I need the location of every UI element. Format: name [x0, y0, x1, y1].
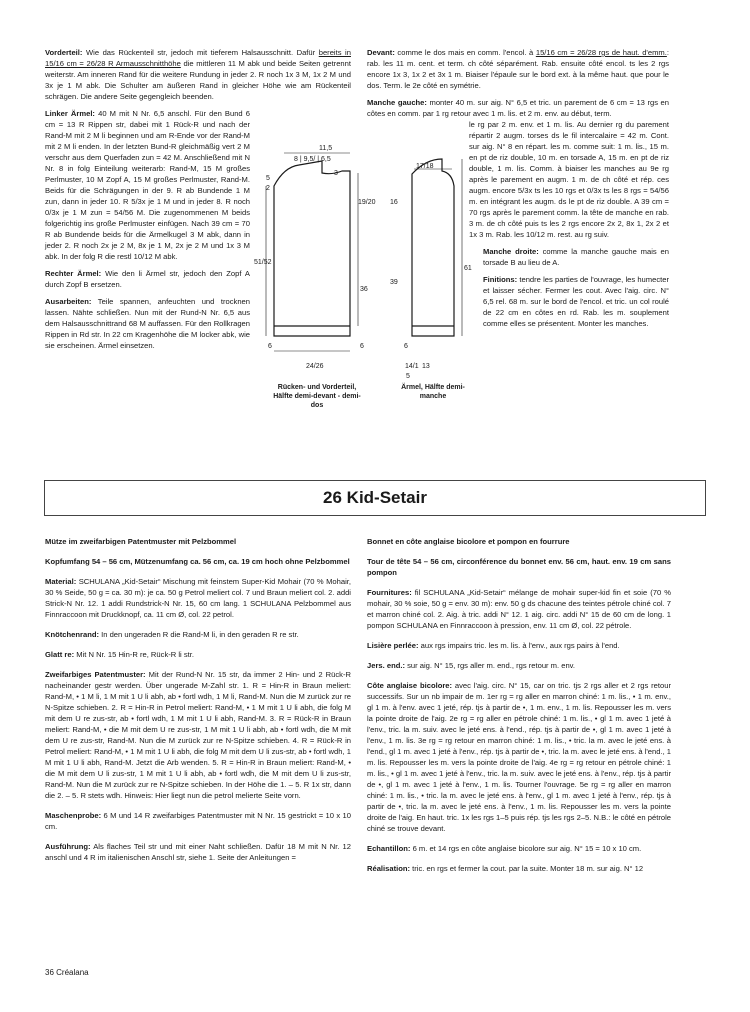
right-bottom-column: [367, 536, 671, 883]
manche-gauche-continued: le rg par 2 m. env. et 1 m. lis. Au dernier rg du parement répartir 2 augm. torses ds le fil intercalaire = 42 m. Cont. sur aig. N° 8 en répart. les m. comme suit: 1 m. lis., 15 m. en pt de riz double, 10 m. en torsade A, 15 m. en pt de riz double, 1 m. lis. Comm. à biaiser les manches au 9e rg après le parement en augm. 1 m. de ch côté et rép. ces augm. encore 5/3x ts les 10 rgs et 0/3x ts les 8 rgs = 54/56 m. en intégrant les augm. ds le pt de riz double. A 39 cm = 70 rgs après le parement comm. la tête de manche en rab. 3 m. de ch côté puis ts les 2 rgs encore 2x 2, 8x 1, 2x 2 et 1x 3 m. Rab. les 10/12 m. rest. au rg suiv.: [469, 120, 669, 239]
devant-paragraph: Devant: comme le dos mais en comm. l'encol. à 15/16 cm = 26/28 rgs de haut. d'emm.: rab. les 11 m. cent. et term. ch côté séparément. Rab. ensuite côté encol. ts les 2 rgs encore 1x 3, 1x 2 et 3x 1 m. Biaiser l'épaule sur le bord ext. à la même haut. que pour le dos. Term. le 2e côté en symétrie.: [367, 48, 669, 90]
section-title-box: [44, 480, 706, 516]
dim-neck-depth: 3: [334, 170, 338, 177]
maschenprobe-paragraph: Maschenprobe: 6 M und 14 R zweifarbiges Patentmuster mit N Nr. 15 gestrickt = 10 x 10 cm.: [45, 811, 351, 831]
rechter-aermel-paragraph: Rechter Ärmel: Wie den li Ärmel str, jedoch den Zopf A durch Zopf B ersetzen.: [45, 269, 250, 289]
finitions-paragraph: Finitions: tendre les parties de l'ouvrage, les humecter et laisser sécher. Fermer les cout. Avec l'aig. circ. N° 6,5 rel. 68 m. sur le bord de l'encol. et tric. un col roulé de 22 cm en côtes en rd. Rab. les m. souplement comme elles se présentent. Monter les manches.: [483, 275, 669, 328]
dim-sleeve-length: 39: [390, 279, 398, 286]
cote-anglaise-paragraph: Côte anglaise bicolore: avec l'aig. circ. N° 15, car on tric. tjs 2 rgs aller et 2 rgs retour successifs. Sur un nb impair de m. 1er rg = rg aller en marron chiné: 1 m. lis., • 1 m. env., gl 1 m. à l'env. avec 1 jeté, rép. tjs à partir de •, 1 m. env., 1 m. lis. Repousser les m. vers la pointe droite de l'aig. 2e rg = rg aller en pétrole chiné: 1 m. lis., • gl 1 m. avec 1 jeté à l'env., tric. la m. suiv. avec le jeté ens. à l'end., rép. tjs à partir de •, gl 1 m. avec 1 jeté à l'env., 1 m. lis. 3e rg = rg retour en marron chiné: 1 m. lis., • tric. la m. avec le jeté ens. à l'end., gl 1 m. avec 1 jeté à l'env., rép. tjs à partir de •, tric. la m. avec le jeté ens. à l'end., 1 m. lis. Repousser les m. vers la pointe droite de l'aig. 4e rg = rg retour en pétrole chiné: 1 m. lis., • gl 1 m. avec 1 jeté à l'env., tric. la m. suiv. avec le jeté ens. à l'env., rép. tjs à partir de •, gl 1 m. avec 1 jeté à l'env., 1 m. lis. Tourner l'ouvrage. 5e rg = rg aller en marron chiné: 1 m. lis., • tric. la m. avec le jeté ens. à l'env., gl 1 m. avec 1 jeté à l'env., rép. tjs à partir de •, tric. la m. avec le jeté ens. à l'env., 1 m. lis. Repousser les m. vers la pointe droite de l'aig. En haut. tric. 1x les rgs 1–5 puis rép. tjs les rgs 2–5. N.B.: le côté en pétrole chiné se trouve devant.: [367, 681, 672, 833]
dim-rib-left: 6: [268, 343, 272, 350]
body-caption: Rücken- und Vorderteil, Hälfte demi-devant - demi-dos: [273, 384, 361, 409]
dim-sleeve-rib: 6: [404, 343, 408, 350]
dim-total-height: 51/52: [254, 259, 272, 266]
dim-sleeve-total: 61: [464, 265, 472, 272]
jersey-paragraph: Jers. end.: sur aig. N° 15, rgs aller m. end., rgs retour m. env.: [367, 661, 576, 670]
dim-top-width: 11,5: [319, 145, 333, 152]
de-heading: Mütze im zweifarbigen Patentmuster mit Pelzbommel: [45, 537, 237, 546]
dim-rib-right: 6: [360, 343, 364, 350]
manche-gauche-paragraph: Manche gauche: monter 40 m. sur aig. N° 6,5 et tric. un parement de 6 cm = 13 rgs en côtes en comm. par 1 rg retour avec 1 m. lis. et 2 m. env. au début, term.: [367, 98, 669, 118]
dim-armhole: 19/20: [358, 199, 376, 206]
manche-droite-paragraph: Manche droite: comme la manche gauche mais en torsade B au lieu de A.: [483, 247, 669, 267]
fr-size-heading: Tour de tête 54 – 56 cm, circonférence du bonnet env. 56 cm, haut. env. 19 cm sans pompon: [367, 557, 671, 577]
dim-sleeve-bottom: 14/1: [405, 363, 419, 370]
de-size-heading: Kopfumfang 54 – 56 cm, Mützenumfang ca. 56 cm, ca. 19 cm hoch ohne Pelzbommel: [45, 557, 350, 566]
left-bottom-column: [45, 536, 351, 872]
linker-aermel-paragraph: Linker Ärmel: 40 M mit N Nr. 6,5 anschl. Für den Bund 6 cm = 13 R Rippen str, dabei mit 1 Rück-R und nach der Rand-M mit 2 M li beginnen und am R-Ende vor der Rand-M mit 2 M li enden. In der letzten Bund-R gleichmäßig vert 2 M verschr aus dem Querfaden zun = 42 M. Anschließend mit N Nr. 8 in folg Einteilung weiterarb: Rand-M, 15 M großes Perlmuster, 10 M Zopf A, 15 M großes Perlmuster, Rand-M. Beids für die Schrägungen in der 9. R ab Bundende 1 M zun, dann in jeder 10. R 5/3x je 1 M und in jeder 8. R noch 0/3x je 1 M zun = 54/56 M. Die zugenommenen M beids folgerichtig ins große Perlmuster einfügen. Nach 39 cm = 70 R ab Bundende beids für die Ärmelkugel 3 M abk, dann in jeder 2. R noch 2x je 2 M, 8x je 1 M, 2x je 2 M und 1x 3 M abk. In der folg R die restl 10/12 M abk.: [45, 109, 250, 261]
dim-sleeve-bottom-2: 13: [422, 363, 430, 370]
ausarbeiten-paragraph: Ausarbeiten: Teile spannen, anfeuchten und trocknen lassen. Nähte schließen. Nun mit der Rund-N Nr. 6,5 aus dem Halsausschnittrand 68 M auffassen. Für den Rollkragen Rippen in Rd str. In 22 cm Kragenhöhe die M locker abk, wie sie erscheinen. Ärmel einsetzen.: [45, 297, 250, 350]
dim-sleeve-top: 17/18: [416, 163, 434, 170]
dim-sleeve-cap: 16: [390, 199, 398, 206]
page-footer: 36 Créalana: [45, 968, 89, 977]
echantillon-paragraph: Echantillon: 6 m. et 14 rgs en côte anglaise bicolore sur aig. N° 15 = 10 x 10 cm.: [367, 844, 642, 853]
schematic-svg: [254, 141, 480, 421]
pattern-diagram: [254, 141, 480, 421]
dim-bottom-width: 24/26: [306, 363, 324, 370]
dim-sleeve-bottom-3: 5: [406, 373, 410, 380]
fournitures-paragraph: Fournitures: fil SCHULANA „Kid-Setair“ mélange de mohair super-kid fin et soie (70 % mohair, 30 % soie, 50 g = env. 30 m): env. 50 g ds chacune des teintes pétrole chiné col. 7 et marron chiné col. 2. Aig. à tric. addi N° 12. 1 aig. circ. addi N° 15 de 60 cm de long. 1 pompon SCHULANA en Finnraccoon à pression, env. 11 cm Ø, col. 22 pétrole.: [367, 588, 671, 630]
dim-shoulder-small: 5: [266, 175, 270, 182]
dim-top-split: 8 | 9,5/ | 6,5: [294, 156, 331, 163]
lisiere-paragraph: Lisière perlée: aux rgs impairs tric. les m. lis. à l'env., aux rgs pairs à l'end.: [367, 641, 620, 650]
dim-side-length: 36: [360, 286, 368, 293]
patentmuster-paragraph: Zweifarbiges Patentmuster: Mit der Rund-N Nr. 15 str, da immer 2 Hin- und 2 Rück-R nacheinander gestr werden. Über ungerade M-Zahl str. 1. R = Hin-R in Braun meliert: Rand-M, • 1 M li, 1 M mit 1 U li abh, ab • fortl wdh, 1 M li, Rand-M. Nun die M zurück zur re N-Spitze schieben. 2. R = Hin-R in Petrol meliert: Rand-M, • 1 M mit 1 U li abh, die folg M mit dem U re zus-str, ab • fortl wdh, 1 M mit 1 U li abh, Rand-M. 3. R = Rück-R in Braun meliert: Rand-M, • die M mit dem U re zus-str, 1 M mit 1 U li abh, ab • fortl wdh, die M mit dem U re zus-str, Rand-M. Nun die M zurück zur re N-Spitze schieben. 4. R = Rück-R in Petrol meliert: Rand-M, • 1 M mit 1 U li abh, die folg M mit dem U li zus-str, ab • fortl wdh, 1 M mit 1 U li abh, Rand-M. Jetzt die Arb wenden. 5. R = Hin-R in Braun meliert: Rand-M, • die M mit dem U li zus-str, 1 M mit 1 U li abh, ab • fortl wdh, die M mit dem U li zus-str, Rand-M. Nun die M zurück zur re N-Spitze schieben. In der Höhe die 1. – 5. R 1x str, dann die 2. – 5. R stets wdh. Hinweis: Hier liegt nun die petrol melierte Seite vorn.: [45, 670, 351, 800]
knoetchenrand-paragraph: Knötchenrand: In den ungeraden R die Rand-M li, in den geraden R re str.: [45, 630, 299, 639]
vorderteil-paragraph: Vorderteil: Wie das Rückenteil str, jedoch mit tieferem Halsausschnitt. Dafür bereits in 15/16 cm = 26/28 R Armausschnitthöhe die mittleren 11 M abk und beide Seiten getrennt weiterstr. Am inneren Rand für die weitere Rundung in jeder 2. R noch 1x 3 M, 1x 2 M und 3x je 1 M abk. Die Schulter am äußeren Rand in gleicher Höhe wie am Rückenteil schrägen. Die andere Seite gegengleich beenden.: [45, 48, 351, 101]
dim-shoulder: 2: [266, 185, 270, 192]
section-title: 26 Kid-Setair: [323, 488, 427, 507]
realisation-paragraph: Réalisation: tric. en rgs et fermer la cout. par la suite. Monter 18 m. sur aig. N° 12: [367, 864, 644, 873]
fr-heading: Bonnet en côte anglaise bicolore et pompon en fourrure: [367, 537, 570, 546]
material-paragraph: Material: SCHULANA „Kid-Setair“ Mischung mit feinstem Super-Kid Mohair (70 % Mohair, 30 % Seide, 50 g = ca. 30 m): je ca. 50 g Petrol meliert col. 7 und Braun meliert col. 2. addi Strick-N Nr. 12. 1 addi Rundstrick-N Nr. 15, 60 cm lang. 1 SCHULANA Pelzbommel aus Finnraccoon mit Druckknopf, ca. 11 cm Ø, col. 22 petrol.: [45, 577, 351, 619]
glatt-re-paragraph: Glatt re: Mit N Nr. 15 Hin-R re, Rück-R li str.: [45, 650, 194, 659]
ausfuehrung-paragraph: Ausführung: Als flaches Teil str und mit einer Naht schließen. Dafür 18 M mit N Nr. 12 anschl und 4 R im italienischen Anschl str, siehe 1. Seite der Anleitungen =: [45, 842, 351, 862]
sleeve-caption: Ärmel, Hälfte demi-manche: [401, 384, 465, 400]
